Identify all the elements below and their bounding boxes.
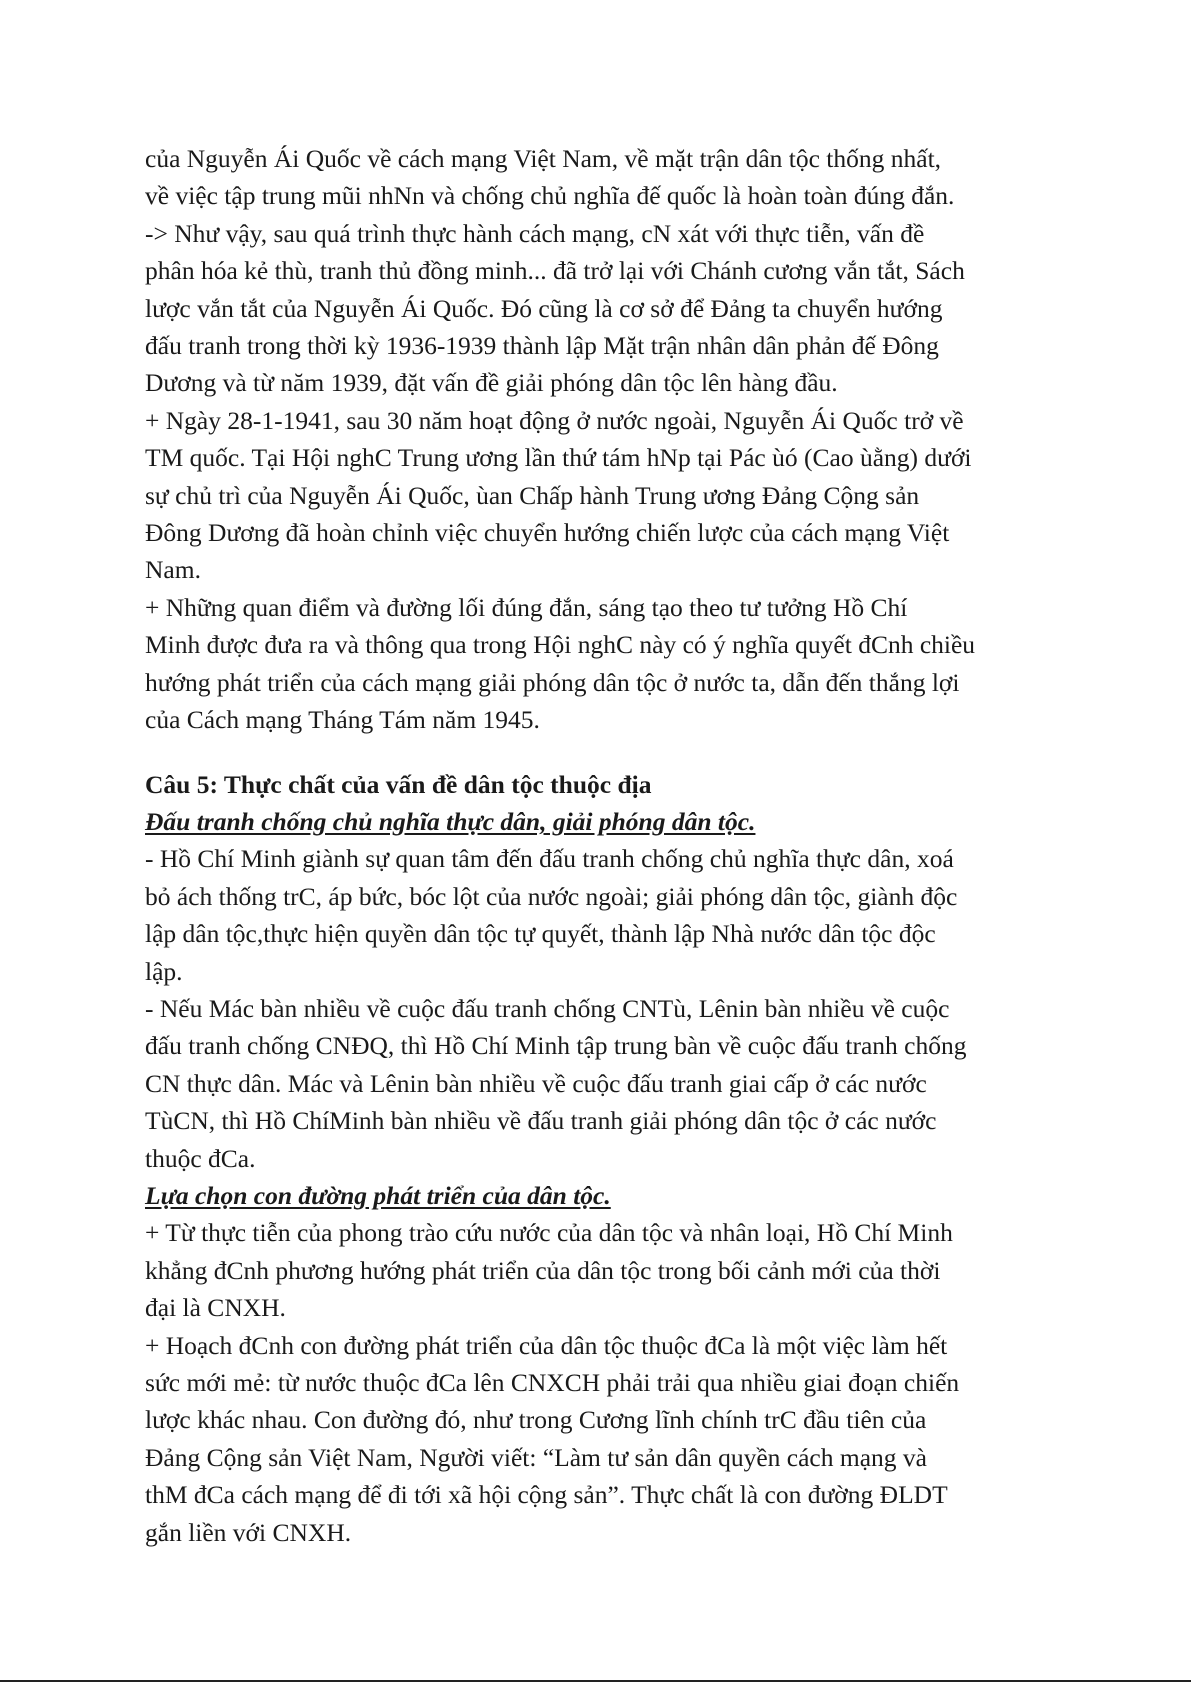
text-line: + Từ thực tiễn của phong trào cứu nước của dân tộc và nhân loại, Hồ Chí Minh <box>145 1218 953 1248</box>
text-line: Nam. <box>145 555 201 585</box>
text-line: hướng phát triển của cách mạng giải phóng dân tộc ở nước ta, dẫn đến thắng lợi <box>145 667 960 697</box>
text-line: bỏ ách thống trC, áp bức, bóc lột của nước ngoài; giải phóng dân tộc, giành độc <box>145 881 958 911</box>
text-line: thM đCa cách mạng để đi tới xã hội cộng sản”. Thực chất là con đường ĐLDT <box>145 1480 948 1510</box>
text-line: đại là CNXH. <box>145 1293 286 1323</box>
text-line: đấu tranh chống CNĐQ, thì Hồ Chí Minh tập trung bàn về cuộc đấu tranh chống <box>145 1031 967 1061</box>
text-line: sức mới mẻ: từ nước thuộc đCa lên CNXCH phải trải qua nhiều giai đoạn chiến <box>145 1368 960 1397</box>
paragraph-block-path <box>145 1214 1075 1551</box>
text-line: TM quốc. Tại Hội nghC Trung ương lần thứ tám hNp tại Pác ùó (Cao ùằng) dưới <box>145 443 972 473</box>
paragraph-block-struggle <box>145 840 1075 1177</box>
paragraph-block-intro <box>145 140 1075 739</box>
text-line: Dương và từ năm 1939, đặt vấn đề giải phóng dân tộc lên hàng đầu. <box>145 368 838 398</box>
question-heading: Câu 5: Thực chất của vấn đề dân tộc thuộc địa <box>145 769 652 799</box>
text-line: của Cách mạng Tháng Tám năm 1945. <box>145 705 540 735</box>
text-line: sự chủ trì của Nguyễn Ái Quốc, ùan Chấp hành Trung ương Đảng Cộng sản <box>145 480 920 510</box>
text-line: - Hồ Chí Minh giành sự quan tâm đến đấu tranh chống chủ nghĩa thực dân, xoá <box>145 844 954 874</box>
text-line: Đông Dương đã hoàn chỉnh việc chuyển hướng chiến lược của cách mạng Việt <box>145 518 950 548</box>
section-subheading-path: Lựa chọn con đường phát triển của dân tộc. <box>145 1180 611 1210</box>
text-line: của Nguyễn Ái Quốc về cách mạng Việt Nam, về mặt trận dân tộc thống nhất, <box>145 144 942 173</box>
text-line: thuộc đCa. <box>145 1143 256 1173</box>
text-line: CN thực dân. Mác và Lênin bàn nhiều về cuộc đấu tranh giai cấp ở các nước <box>145 1068 927 1098</box>
text-line: khẳng đCnh phương hướng phát triển của dân tộc trong bối cảnh mới của thời <box>145 1255 941 1285</box>
text-line: + Những quan điểm và đường lối đúng đắn, sáng tạo theo tư tưởng Hồ Chí <box>145 592 908 622</box>
text-line: -> Như vậy, sau quá trình thực hành cách mạng, cN xát với thực tiễn, vấn đề <box>145 218 925 248</box>
text-line: lược khác nhau. Con đường đó, như trong Cương lĩnh chính trC đầu tiên của <box>145 1405 927 1435</box>
text-line: về việc tập trung mũi nhNn và chống chủ nghĩa đế quốc là hoàn toàn đúng đắn. <box>145 181 955 211</box>
page-bottom-rule <box>0 1680 1191 1682</box>
paragraph-gap <box>145 739 1075 766</box>
text-line: lập. <box>145 956 183 986</box>
text-line: phân hóa kẻ thù, tranh thủ đồng minh... đã trở lại với Chánh cương vắn tắt, Sách <box>145 256 965 286</box>
text-line: gắn liền với CNXH. <box>145 1517 352 1547</box>
document-page <box>145 140 1075 1551</box>
text-line: + Hoạch đCnh con đường phát triển của dân tộc thuộc đCa là một việc làm hết <box>145 1330 948 1360</box>
text-line: đấu tranh trong thời kỳ 1936-1939 thành lập Mặt trận nhân dân phản đế Đông <box>145 331 939 361</box>
text-line: lập dân tộc,thực hiện quyền dân tộc tự quyết, thành lập Nhà nước dân tộc độc <box>145 919 936 949</box>
text-line: - Nếu Mác bàn nhiều về cuộc đấu tranh chống CNTù, Lênin bàn nhiều về cuộc <box>145 993 950 1023</box>
text-line: Đảng Cộng sản Việt Nam, Người viết: “Làm tư sản dân quyền cách mạng và <box>145 1442 927 1472</box>
text-line: TùCN, thì Hồ ChíMinh bàn nhiều về đấu tranh giải phóng dân tộc ở các nước <box>145 1106 937 1136</box>
text-line: lược vắn tắt của Nguyễn Ái Quốc. Đó cũng là cơ sở để Đảng ta chuyển hướng <box>145 293 943 323</box>
text-line: Minh được đưa ra và thông qua trong Hội nghC này có ý nghĩa quyết đCnh chiều <box>145 630 976 660</box>
section-subheading-struggle: Đấu tranh chống chủ nghĩa thực dân, giải phóng dân tộc. <box>145 806 756 836</box>
text-line: + Ngày 28-1-1941, sau 30 năm hoạt động ở nước ngoài, Nguyễn Ái Quốc trở về <box>145 405 964 435</box>
